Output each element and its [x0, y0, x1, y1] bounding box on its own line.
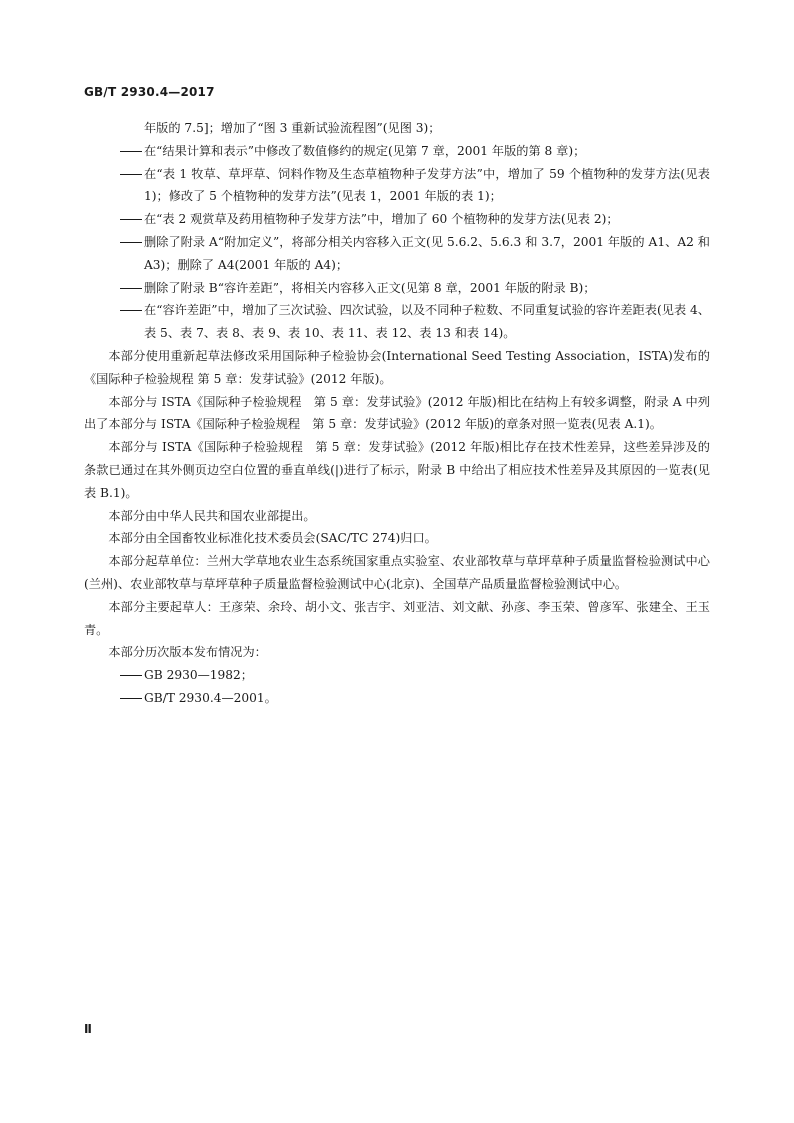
change-item: 在“结果计算和表示”中修改了数值修约的规定(见第 7 章，2001 年版的第 8 章)；	[144, 143, 586, 158]
structure-statement: 本部分与 ISTA《国际种子检验规程 第 5 章：发芽试验》(2012 年版)相比在结构上有较多调整，附录 A 中列出了本部分与 ISTA《国际种子检验规程 第 5 章：发芽试验》(2012 年版)的章条对照一览表(见表 A.1)。	[84, 394, 710, 432]
change-item: 在“容许差距”中，增加了三次试验、四次试验，以及不同种子粒数、不同重复试验的容许差距表(见表 4、表 5、表 7、表 8、表 9、表 10、表 11、表 12、表 13 和表 14)。	[144, 303, 710, 341]
change-continuation: 年版的 7.5]；增加了“图 3 重新试验流程图”(见图 3)；	[144, 121, 441, 135]
history-item: GB 2930—1982；	[144, 668, 253, 683]
document-code: GB/T 2930.4—2017	[84, 85, 215, 99]
change-item: 删除了附录 A“附加定义”，将部分相关内容移入正文(见 5.6.2、5.6.3 和 3.7，2001 年版的 A1、A2 和 A3)；删除了 A4(2001 年版的 A4)；	[144, 234, 710, 272]
history-intro: 本部分历次版本发布情况为：	[108, 645, 267, 660]
committee-statement: 本部分由全国畜牧业标准化技术委员会(SAC/TC 274)归口。	[108, 531, 437, 546]
change-item: 删除了附录 B“容许差距”，将相关内容移入正文(见第 8 章，2001 年版的附录 B)；	[144, 280, 596, 295]
proposer-statement: 本部分由中华人民共和国农业部提出。	[108, 508, 316, 523]
technical-difference-statement: 本部分与 ISTA《国际种子检验规程 第 5 章：发芽试验》(2012 年版)相比存在技术性差异，这些差异涉及的条款已通过在其外侧页边空白位置的垂直单线(|)进行了标示，附录 B 中给出了相应技术性差异及其原因的一览表(见表 B.1)。	[84, 440, 710, 500]
history-item: GB/T 2930.4—2001。	[144, 690, 277, 705]
foreword-body	[84, 117, 710, 710]
drafting-units: 本部分起草单位：兰州大学草地农业生态系统国家重点实验室、农业部牧草与草坪草种子质量监督检验测试中心(兰州)、农业部牧草与草坪草种子质量监督检验测试中心(北京)、全国草产品质量监督检验测试中心。	[84, 554, 710, 591]
page-number: Ⅱ	[84, 1022, 92, 1036]
drafters: 本部分主要起草人：王彦荣、余玲、胡小文、张吉宇、刘亚洁、刘文献、孙彦、李玉荣、曾彦军、张建全、王玉青。	[84, 599, 710, 637]
change-item: 在“表 1 牧草、草坪草、饲料作物及生态草植物种子发芽方法”中，增加了 59 个植物种的发芽方法(见表 1)；修改了 5 个植物种的发芽方法”(见表 1，2001 年版的表 1)；	[144, 166, 710, 204]
adoption-statement: 本部分使用重新起草法修改采用国际种子检验协会(International Seed Testing Association，ISTA)发布的《国际种子检验规程 第 5 章：发芽试验》(2012 年版)。	[84, 348, 710, 386]
change-item: 在“表 2 观赏草及药用植物种子发芽方法”中，增加了 60 个植物种的发芽方法(见表 2)；	[144, 212, 619, 227]
